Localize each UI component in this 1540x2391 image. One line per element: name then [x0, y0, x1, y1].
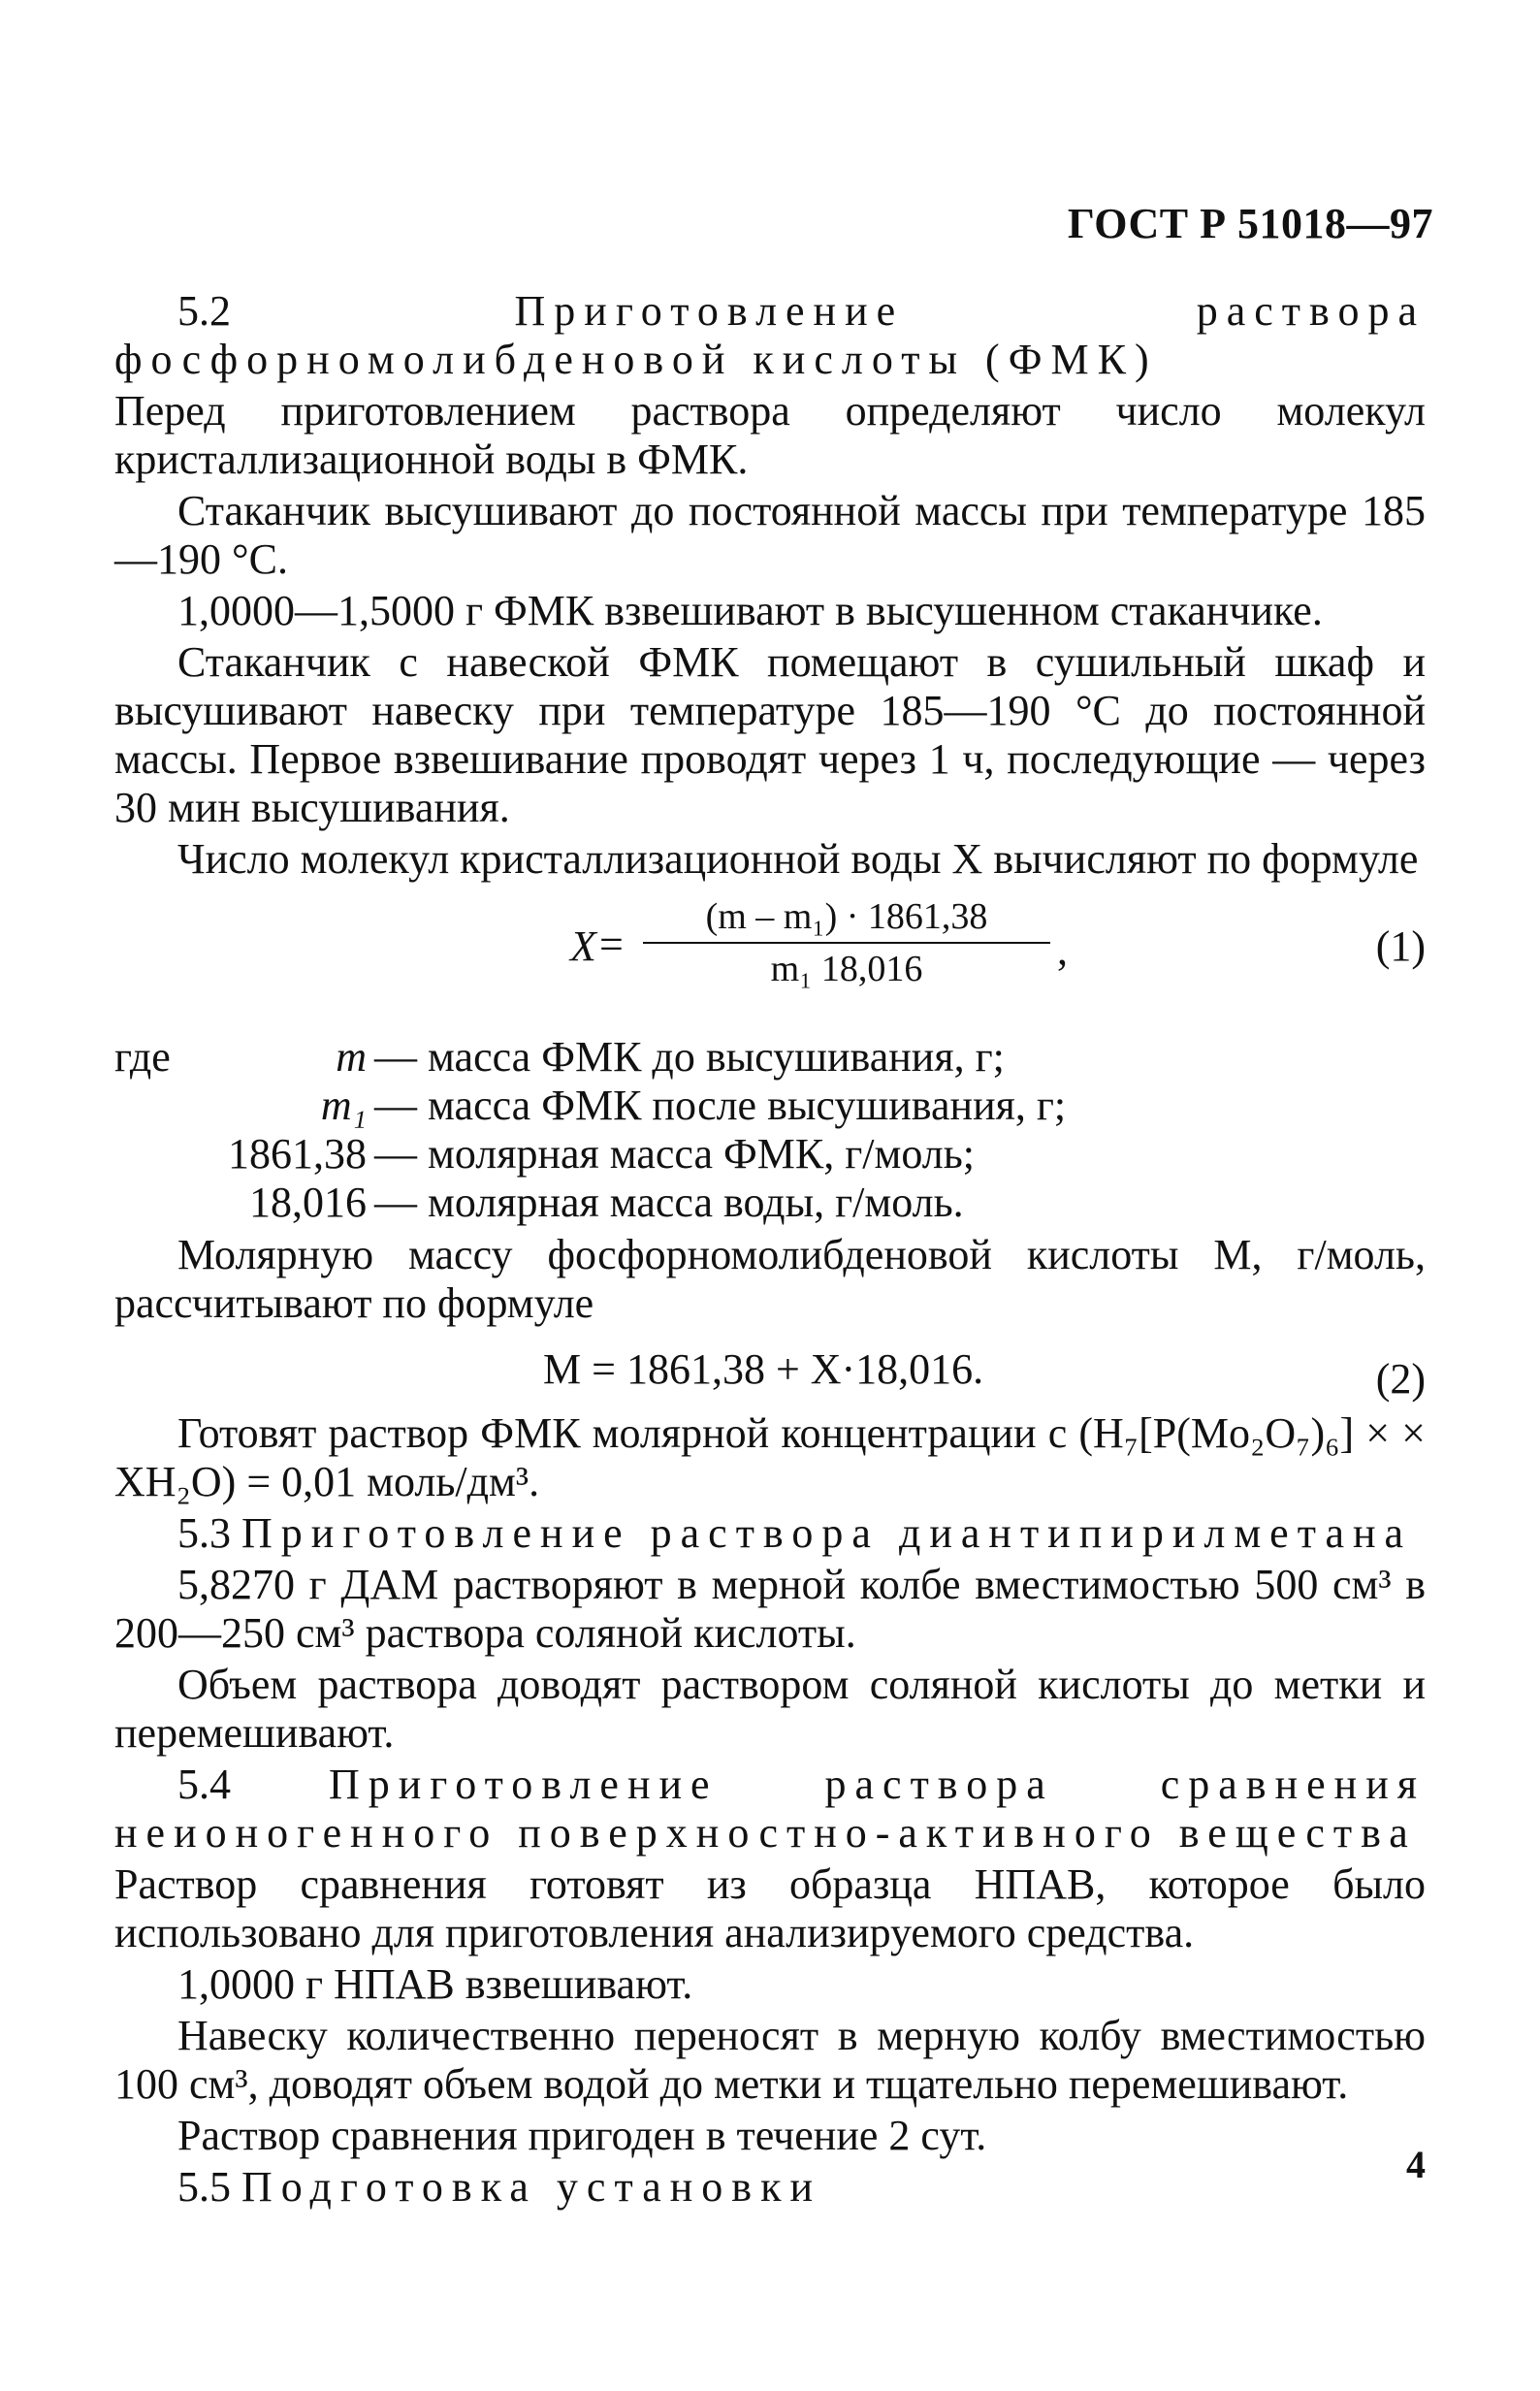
definition-item	[114, 1179, 1426, 1227]
variable-definitions	[114, 1033, 1426, 1227]
section-title: Приготовление раствора фосфорномолибденовой кислоты (ФМК)	[114, 287, 1426, 383]
formula-number: (1)	[1375, 922, 1426, 970]
definition-term: m₁	[320, 1082, 367, 1129]
definition-desc: — масса ФМК после высушивания, г;	[374, 1082, 1067, 1129]
paragraph: Раствор сравнения готовят из образца НПАВ, которое было использовано для приготовления анализируемого средства.	[114, 1860, 1426, 1956]
paragraph: Навеску количественно переносят в мерную колбу вместимостью 100 см³, доводят объем водой до метки и тщательно перемешивают.	[114, 2012, 1426, 2108]
section-number: 5.3	[177, 1509, 231, 1557]
paragraph: 1,0000 г НПАВ взвешивают.	[177, 1960, 693, 2008]
definition-desc: — масса ФМК до высушивания, г;	[374, 1033, 1005, 1081]
section-5-2-heading	[114, 287, 1426, 384]
section-number: 5.2	[177, 287, 231, 335]
formula-2	[114, 1338, 1426, 1402]
paragraph: Число молекул кристаллизационной воды X вычисляют по формуле	[177, 835, 1419, 883]
definition-desc: — молярная масса воды, г/моль.	[374, 1179, 964, 1226]
fraction-numerator: (m – m₁) · 1861,38	[705, 896, 988, 937]
paragraph: Молярную массу фосфорномолибденовой кислоты M, г/моль, рассчитывают по формуле	[114, 1231, 1426, 1327]
section-5-4-heading	[114, 1761, 1426, 1858]
formula-comma: ,	[1057, 926, 1068, 974]
definition-term: 18,016	[249, 1179, 367, 1226]
definition-desc: — молярная масса ФМК, г/моль;	[374, 1130, 975, 1178]
fraction	[643, 895, 1050, 990]
paragraph: Перед приготовлением раствора определяют число молекул кристаллизационной воды в ФМК.	[114, 387, 1426, 483]
formula-1	[114, 895, 1426, 1012]
definition-item	[114, 1082, 1426, 1130]
paragraph: Стаканчик высушивают до постоянной массы при температуре 185—190 °С.	[114, 487, 1426, 583]
paragraph: 5,8270 г ДАМ растворяют в мерной колбе вместимостью 500 см³ в 200—250 см³ раствора соляной кислоты.	[114, 1561, 1426, 1657]
section-number: 5.5	[177, 2163, 231, 2211]
paragraph: Готовят раствор ФМК молярной концентрации c (H₇[P(Mo₂O₇)₆] × × XH₂O) = 0,01 моль/дм³.	[114, 1409, 1426, 1505]
fraction-denominator: m₁ 18,016	[770, 949, 923, 989]
section-5-5-heading	[114, 2163, 1426, 2212]
standard-code: ГОСТ Р 51018—97	[1067, 200, 1433, 247]
definitions-lead: где	[114, 1033, 171, 1081]
section-number: 5.4	[177, 1761, 231, 1808]
paragraph: Раствор сравнения пригоден в течение 2 сут.	[177, 2112, 987, 2159]
document-body	[114, 287, 1426, 2214]
page-number: 4	[1406, 2143, 1426, 2186]
paragraph: Стаканчик с навеской ФМК помещают в сушильный шкаф и высушивают навеску при температуре 185—190 °С до постоянной массы. Первое взвешивание проводят через 1 ч, последующие — через 30 мин высушивания.	[114, 638, 1426, 831]
paragraph: 1,0000—1,5000 г ФМК взвешивают в высушенном стаканчике.	[177, 587, 1323, 634]
formula-body: M = 1861,38 + X·18,016.	[543, 1345, 984, 1393]
section-5-3-heading	[114, 1509, 1426, 1558]
definition-item	[114, 1130, 1426, 1179]
definition-item	[114, 1033, 1426, 1082]
definition-term: m	[336, 1033, 367, 1081]
fraction-bar	[643, 942, 1050, 944]
section-title: Приготовление раствора диантипирилметана	[241, 1509, 1413, 1557]
definition-term: 1861,38	[228, 1130, 367, 1178]
paragraph: Объем раствора доводят раствором соляной кислоты до метки и перемешивают.	[114, 1661, 1426, 1757]
formula-lhs: X	[570, 922, 596, 970]
formula-number: (2)	[1375, 1355, 1426, 1403]
formula-equals: =	[599, 921, 624, 968]
section-title: Приготовление раствора сравнения неионогенного поверхностно-активного вещества	[114, 1761, 1426, 1857]
section-title: Подготовка установки	[241, 2163, 821, 2211]
